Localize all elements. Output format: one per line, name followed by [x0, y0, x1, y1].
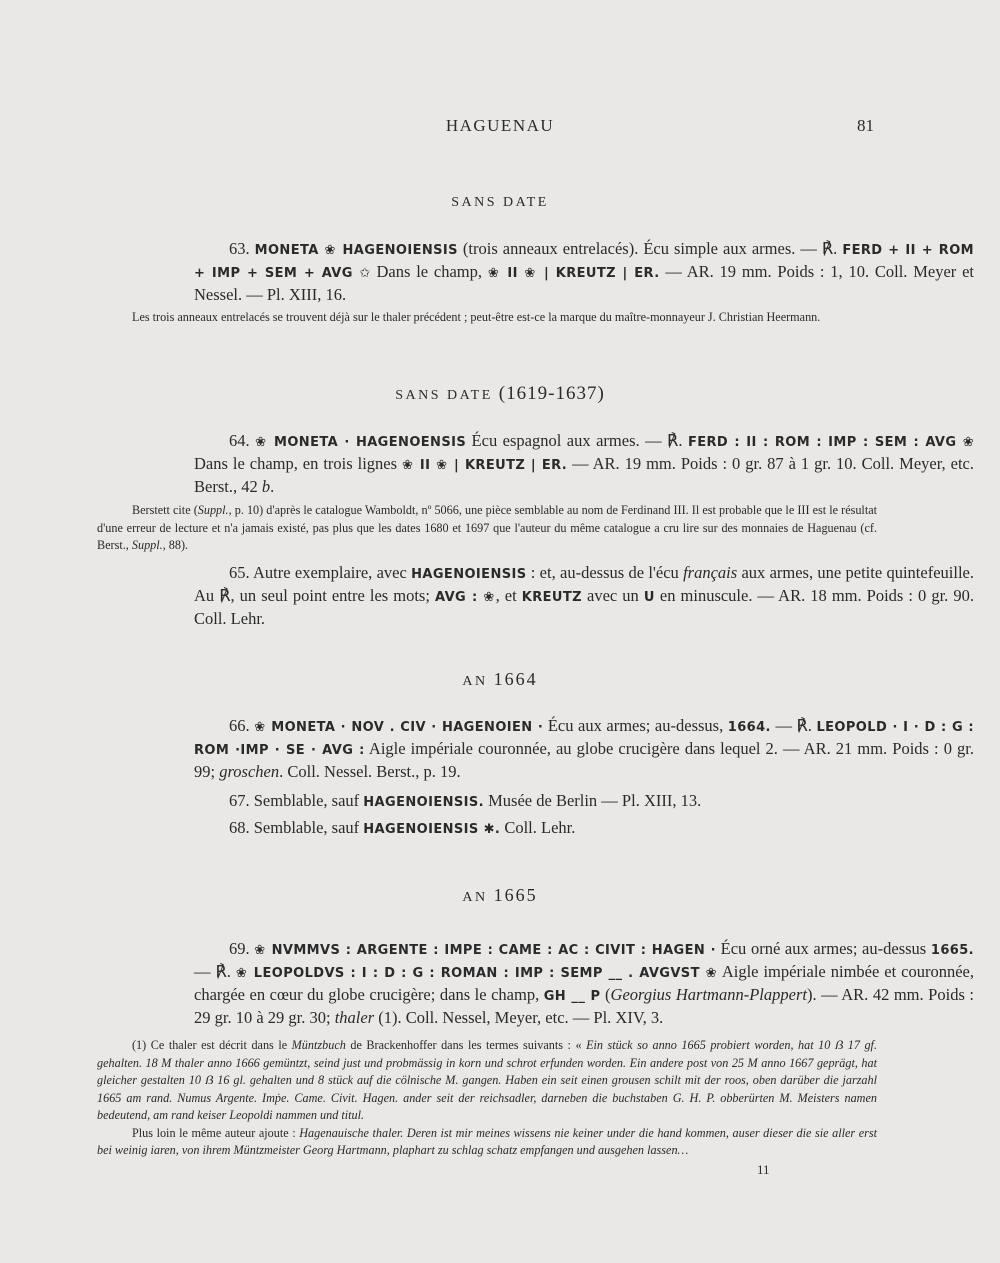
- legend-inscription: AVG : ❀: [434, 590, 496, 605]
- legend-field: GH __ P: [543, 989, 601, 1004]
- section-year: 1664: [493, 669, 538, 689]
- entry-number: 65.: [229, 563, 254, 582]
- section-date-range: (1619-1637): [498, 383, 605, 404]
- note-text: , 88).: [162, 538, 189, 552]
- section-heading-label: SANS DATE: [395, 388, 493, 403]
- legend-reverse: LEOPOLD · I · D : G : ROM ·IMP · SE · AVG :: [194, 720, 974, 758]
- footnote-text: de Brackenhoffer dans les termes suivants : «: [345, 1038, 587, 1052]
- footnote-quote: Hagenauische thaler. Deren ist mir meines wissens nie keiner under die hand kommen, auser dieser die sie aller erst bei weinig iaren, von ihrem Müntzmeister Georg Hartmann, plaphart zu schlag schatz empfangen und ausgehen lassen…: [97, 1125, 878, 1157]
- footnote-quote: Ein stück so anno 1665 probiert worden, hat 10 ẞ 17 gf. gehalten. 18 M thaler anno 1666 gemüntzt, seind just und probmässig in korn und schrot erfunden worden. Ein andere post von 25 M anno 1667 geprägt, hat gleicher gestalten 10 ẞ 16 gl. gehalten und 8 stück auf die cölnische M. gangen. Haben ein seit einen grousen schilt mit der roos, oben darüber die jarzahl 1665 am rand. Numus Argente. Imṗe. Came. Civit. Hagen. ander seit der reichsadler, darneben die buchstaben G. H. P. obberürten M. Meisters namen bedeutend, am rand keiser Leopoldi nammen und titul.: [97, 1038, 877, 1122]
- entry-text: Écu aux armes; au-dessus,: [543, 716, 728, 735]
- note-text: , p. 10) d'après le catalogue Wamboldt, nº 5066, une pièce semblable au nom de Ferdinand III. Il est probable que le III est le résultat d'une erreur de lecture et n'a jamais existé, pas plus que les dates 1680 et 1697 que l'auteur du même catalogue a cru lire sur des monnaies de Haguenau (cf. Berst.,: [97, 503, 878, 552]
- section-heading-label: AN: [462, 674, 488, 689]
- entry-text: Autre exemplaire, avec: [253, 563, 412, 582]
- legend-obverse: ❀ MONETA · NOV . CIV · HAGENOIEN ·: [254, 720, 544, 735]
- section-heading-sans-date-range: [0, 383, 1000, 405]
- signature-mark: 11: [757, 1162, 770, 1177]
- entry-text: . Coll. Nessel. Berst., p. 19.: [279, 762, 461, 781]
- section-heading-an-1664: [0, 669, 1000, 690]
- legend-obverse: ❀ NVMMVS : ARGENTE : IMPE : CAME : AC : CIVIT : HAGEN ·: [254, 943, 716, 958]
- note-63: Les trois anneaux entrelacés se trouvent déjà sur le thaler précédent ; peut-être est-ce la marque du maître-monnayeur J. Christian Heermann.: [132, 310, 821, 324]
- note-64: [97, 502, 877, 555]
- entry-text: Dans le champ, en trois lignes: [194, 454, 403, 473]
- entry-text: .: [270, 477, 275, 496]
- entry-number: 69.: [229, 939, 255, 958]
- entry-text: , et: [495, 586, 522, 605]
- legend-inscription: KREUTZ: [521, 590, 582, 605]
- entry-text-italic: b: [261, 477, 271, 496]
- entry-text-italic: Georgius Hartmann-Plappert: [610, 985, 807, 1004]
- entry-text: (: [600, 985, 611, 1004]
- entry-text: avec un: [581, 586, 644, 605]
- legend-inscription: HAGENOIENSIS ✱.: [363, 822, 501, 837]
- entry-text-italic: groschen: [219, 762, 280, 781]
- entry-text-italic: français: [683, 563, 738, 582]
- footnote-text-italic: Müntzbuch: [291, 1038, 346, 1052]
- entry-text: — ℟.: [194, 962, 236, 981]
- entry-number: 66.: [229, 716, 255, 735]
- entry-text: Coll. Lehr.: [500, 818, 576, 837]
- legend-date: 1664.: [727, 720, 771, 735]
- entry-number: 67.: [229, 791, 254, 810]
- footnote-1: [97, 1037, 877, 1160]
- entry-text: aux armes, une petite quintefeuille. Au ℟, un seul point entre les mots;: [194, 563, 974, 605]
- section-heading-label: AN: [462, 890, 488, 905]
- legend-obverse: MONETA ❀ HAGENOIENSIS: [254, 243, 458, 258]
- legend-field: ❀ II ❀ | KREUTZ | ER.: [402, 458, 568, 473]
- section-year: 1665: [493, 885, 538, 905]
- legend-obverse: ❀ MONETA · HAGENOENSIS: [255, 435, 467, 450]
- running-title: HAGUENAU: [445, 116, 555, 135]
- legend-reverse: ❀ LEOPOLDVS : I : D : G : ROMAN : IMP : SEMP __ . AVGVST ❀: [235, 966, 718, 981]
- entry-text: Aigle impériale couronnée, au globe crucigère dans lequel 2. — AR. 21 mm. Poids : 0 gr. 99;: [194, 739, 974, 781]
- entry-text-italic: thaler: [334, 1008, 375, 1027]
- entry-text: Dans le champ,: [370, 262, 488, 281]
- entry-text: Écu espagnol aux armes. — ℟.: [466, 431, 688, 450]
- section-heading-sans-date: SANS DATE: [451, 195, 549, 210]
- entry-number: 68.: [229, 818, 254, 837]
- legend-reverse: FERD + II + ROM + IMP + SEM + AVG ✩: [194, 243, 975, 281]
- legend-inscription: U: [643, 590, 655, 605]
- note-text-italic: Suppl.: [197, 503, 229, 517]
- entry-text: — ℟.: [770, 716, 817, 735]
- entry-text: : et, au-dessus de l'écu: [526, 563, 684, 582]
- note-text-italic: Suppl.: [131, 538, 163, 552]
- entry-number: 64.: [229, 431, 256, 450]
- entry-text: (trois anneaux entrelacés). Écu simple aux armes. — ℟.: [457, 239, 843, 258]
- legend-inscription: HAGENOIENSIS: [411, 567, 527, 582]
- entry-text: en minuscule. — AR. 18 mm. Poids : 0 gr. 90. Coll. Lehr.: [194, 586, 974, 628]
- entry-text: Aigle impériale nimbée et couronnée, chargée en cœur du globe crucigère; dans le champ,: [194, 962, 974, 1004]
- running-head: [0, 116, 1000, 140]
- entry-text: Musée de Berlin — Pl. XIII, 13.: [484, 791, 702, 810]
- entry-text: — AR. 19 mm. Poids : 0 gr. 87 à 1 gr. 10. Coll. Meyer, etc. Berst., 42: [194, 454, 974, 496]
- legend-date: 1665.: [930, 943, 975, 958]
- entry-text: ). — AR. 42 mm. Poids : 29 gr. 10 à 29 gr. 30;: [194, 985, 974, 1027]
- page-number: 81: [857, 116, 874, 135]
- section-heading-an-1665: [0, 885, 1000, 906]
- entry-text: — AR. 19 mm. Poids : 1, 10. Coll. Meyer et Nessel. — Pl. XIII, 16.: [194, 262, 974, 304]
- legend-reverse: FERD : II : ROM : IMP : SEM : AVG ❀: [687, 435, 975, 450]
- entry-text: (1). Coll. Nessel, Meyer, etc. — Pl. XIV, 3.: [374, 1008, 664, 1027]
- footnote-text: Plus loin le même auteur ajoute :: [132, 1125, 300, 1140]
- note-text: Berstett cite (: [132, 503, 198, 517]
- entry-text: Semblable, sauf: [253, 791, 364, 810]
- entry-text: Écu orné aux armes; au-dessus: [715, 939, 931, 958]
- footnote-text: (1) Ce thaler est décrit dans le: [132, 1038, 292, 1052]
- entry-number: 63.: [229, 239, 255, 258]
- legend-inscription: HAGENOIENSIS.: [363, 795, 484, 810]
- legend-field: ❀ II ❀ | KREUTZ | ER.: [487, 266, 660, 281]
- entry-text: Semblable, sauf: [253, 818, 364, 837]
